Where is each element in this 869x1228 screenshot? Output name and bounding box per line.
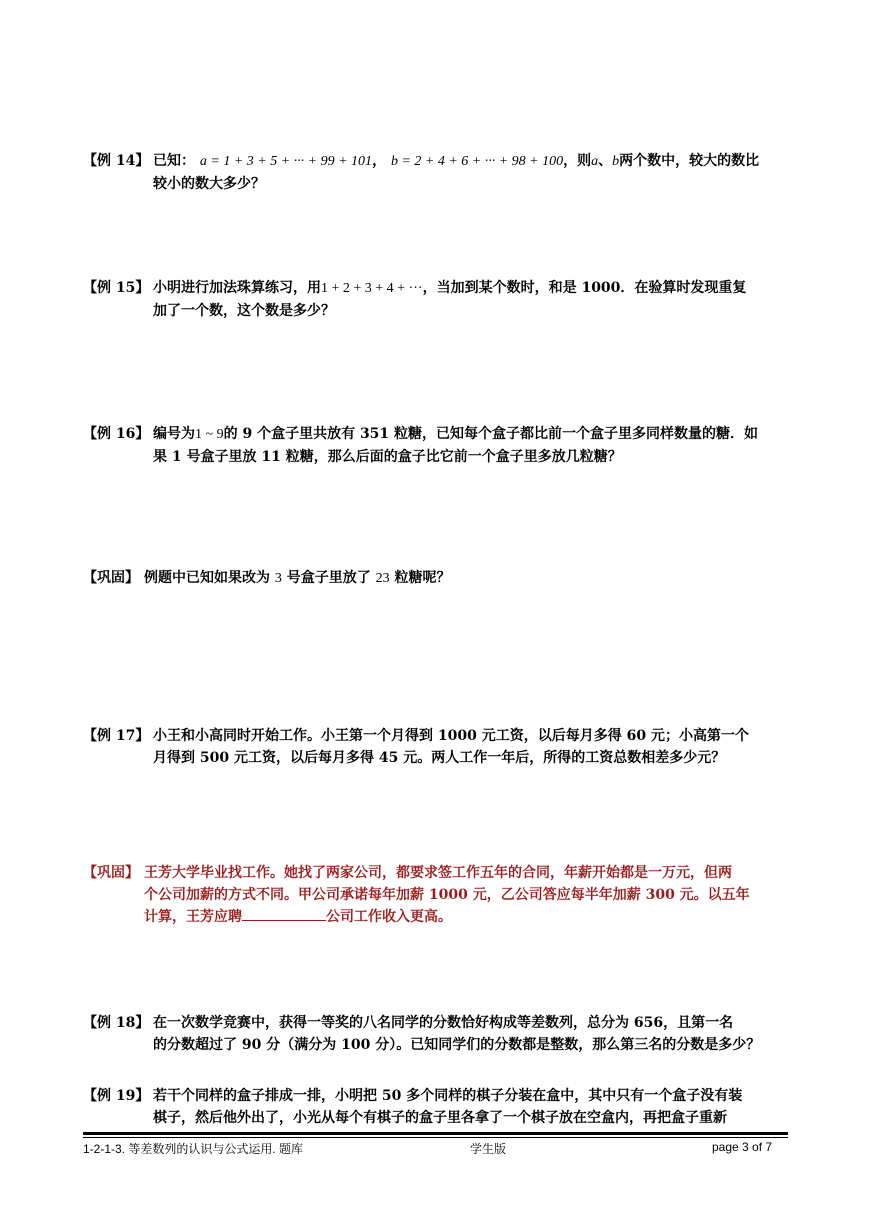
problem-tag: 【例 14】 — [83, 153, 150, 169]
problem-tag: 【巩固】 — [83, 570, 139, 586]
problem-text: 果 1 号盒子里放 11 粒糖，那么后面的盒子比它前一个盒子里多放几粒糖？ — [153, 449, 622, 465]
problem-17 — [83, 725, 788, 769]
problem-tag: 【例 19】 — [83, 1088, 150, 1104]
problem-tag: 【例 18】 — [83, 1015, 150, 1031]
problem-text: 已知： — [153, 153, 195, 169]
footer-page-number: page 3 of 7 — [712, 1140, 773, 1154]
problem-text: 小王和小高同时开始工作。小王第一个月得到 1000 元工资，以后每月多得 60 元；小高第一个 — [153, 728, 749, 744]
problem-text: 个公司加薪的方式不同。甲公司承诺每年加薪 1000 元，乙公司答应每半年加薪 300 元。以五年 — [144, 887, 750, 903]
problem-text: 王芳大学毕业找工作。她找了两家公司，都要求签工作五年的合同，年薪开始都是一万元，但两 — [144, 865, 732, 881]
problem-18 — [83, 1012, 788, 1056]
problem-15: 【例 15】 小明进行加法珠算练习，用1 + 2 + 3 + 4 + ···，当加到某个数时，和是 1000．在验算时发现重复 加了一个数，这个数是多少？ — [83, 277, 788, 322]
problem-tag: 【巩固】 — [83, 865, 139, 881]
problem-tag: 【例 17】 — [83, 728, 150, 744]
footer-doc-title: 1-2-1-3. 等差数列的认识与公式运用. 题库 — [83, 1142, 304, 1156]
problem-14: 【例 14】 已知： a = 1 + 3 + 5 + ··· + 99 + 101， b = 2 + 4 + 6 + ··· + 98 + 100，则a、b两个数中，较大的数比 较小的数大多少？ — [83, 150, 788, 195]
problem-text: 在一次数学竞赛中，获得一等奖的八名同学的分数恰好构成等差数列，总分为 656，且第一名 — [153, 1015, 734, 1031]
problem-16: 【例 16】 编号为1 ~ 9的 9 个盒子里共放有 351 粒糖，已知每个盒子都比前一个盒子里多同样数量的糖．如 果 1 号盒子里放 11 粒糖，那么后面的盒子比它前一个盒子里多放几粒糖？ — [83, 423, 788, 468]
footer-edition: 学生版 — [470, 1142, 507, 1156]
footer-divider — [83, 1132, 788, 1135]
formula: 1 + 2 + 3 + 4 + ··· — [321, 281, 423, 296]
answer-blank[interactable] — [242, 906, 326, 921]
problem-19 — [83, 1085, 788, 1129]
problem-text: 加了一个数，这个数是多少？ — [153, 303, 335, 319]
problem-tag: 【例 16】 — [83, 426, 150, 442]
problem-tag: 【例 15】 — [83, 280, 150, 296]
practice-2: 【巩固】 王芳大学毕业找工作。她找了两家公司，都要求签工作五年的合同，年薪开始都是一万元，但两 个公司加薪的方式不同。甲公司承诺每年加薪 1000 元，乙公司答应每半年加薪 300 元。以五年 计算，王芳应聘 公司工作收入更高。 — [83, 862, 788, 928]
footer-divider-thin — [83, 1137, 788, 1138]
problem-text: 月得到 500 元工资，以后每月多得 45 元。两人工作一年后，所得的工资总数相差多少元？ — [153, 750, 726, 766]
problem-text: 的分数超过了 90 分（满分为 100 分）。已知同学们的分数都是整数，那么第三名的分数是多少？ — [153, 1037, 761, 1053]
problem-text: 若干个同样的盒子排成一排，小明把 50 多个同样的棋子分装在盒中，其中只有一个盒子没有装 — [153, 1088, 743, 1104]
problem-text: 棋子，然后他外出了，小光从每个有棋子的盒子里各拿了一个棋子放在空盒内，再把盒子重新 — [153, 1110, 727, 1126]
problem-text: 较小的数大多少？ — [153, 176, 265, 192]
formula-a: a = 1 + 3 + 5 + ··· + 99 + 101 — [199, 154, 373, 169]
practice-1: 【巩固】 例题中已知如果改为 3 号盒子里放了 23 粒糖呢？ — [83, 567, 788, 590]
formula: 1 ~ 9 — [195, 427, 224, 442]
formula-b: b = 2 + 4 + 6 + ··· + 98 + 100 — [390, 154, 564, 169]
